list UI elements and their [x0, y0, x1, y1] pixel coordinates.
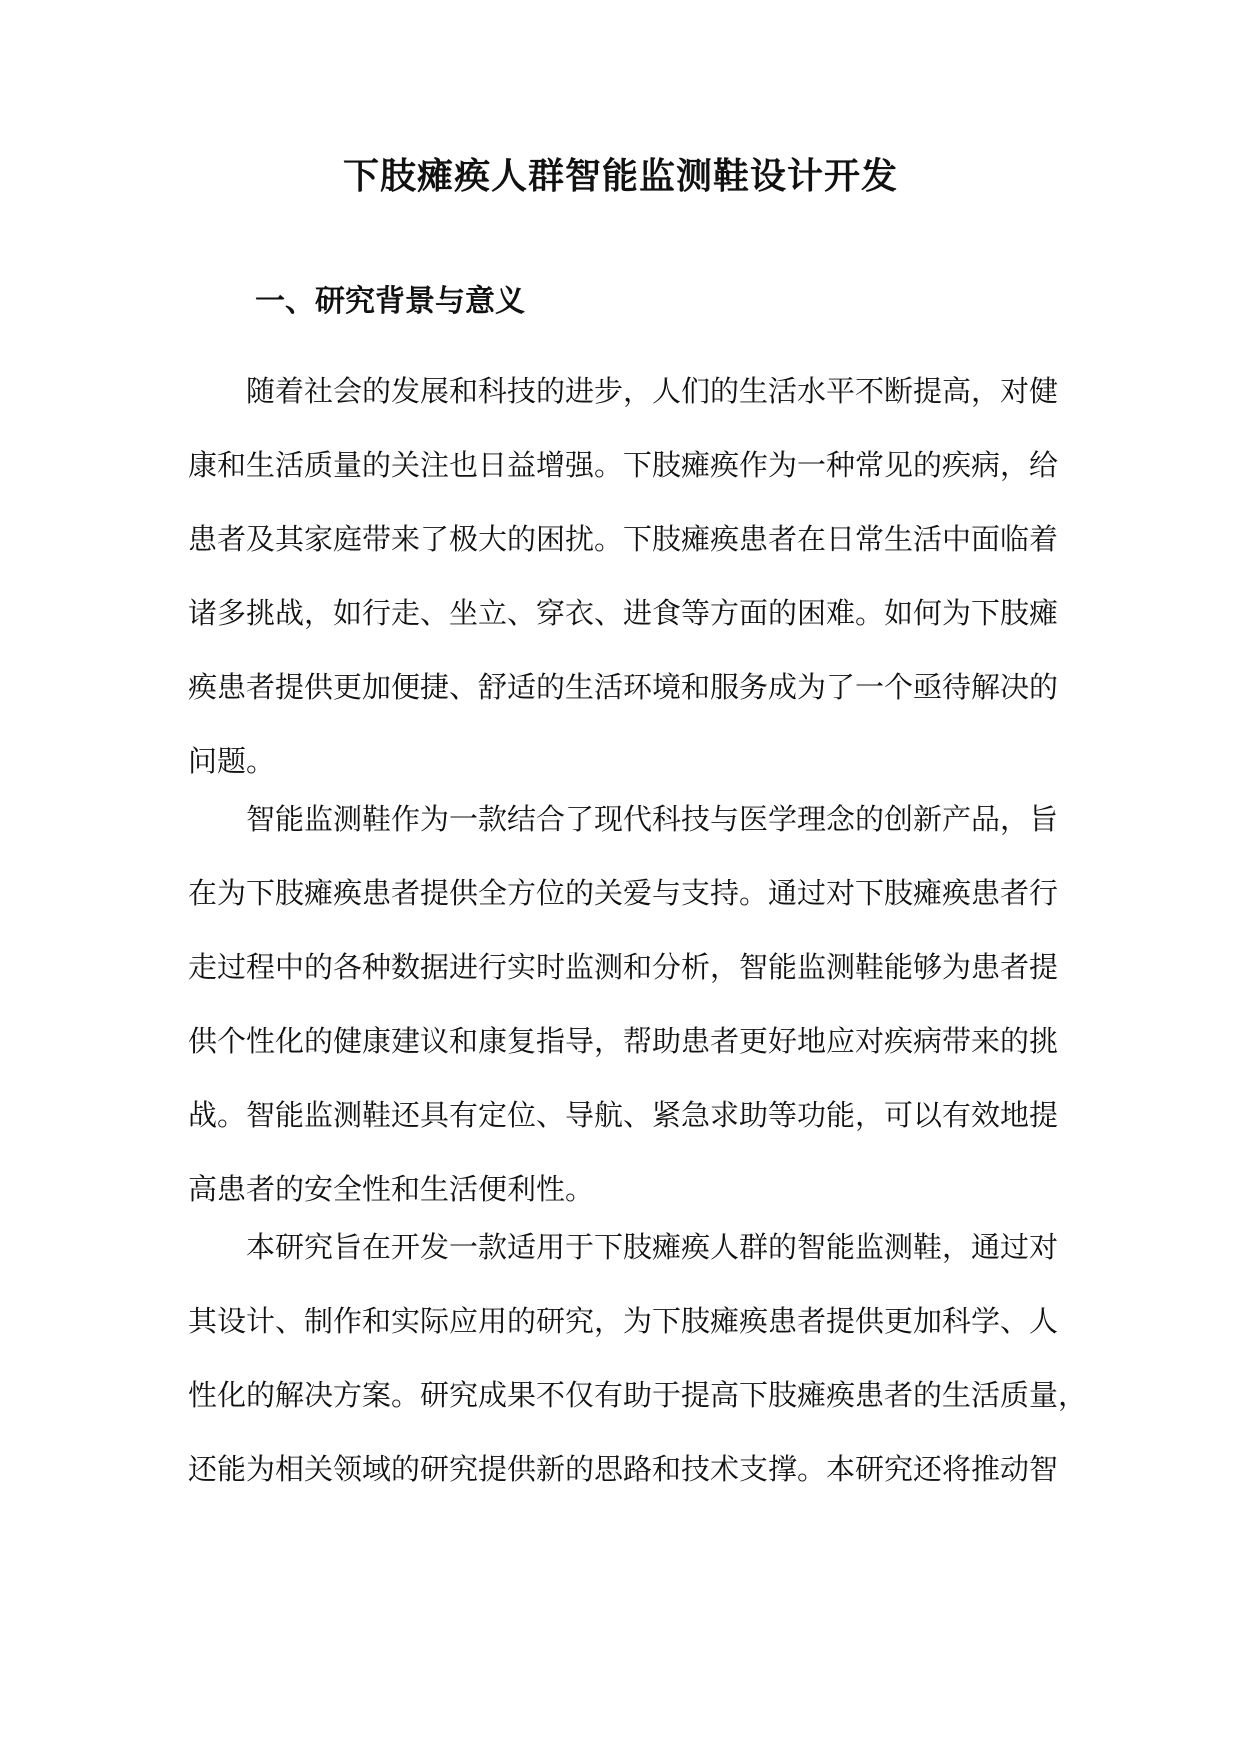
text-line: 还能为相关领域的研究提供新的思路和技术支撑。本研究还将推动智: [188, 1452, 1059, 1486]
paragraph: [188, 1210, 1088, 1506]
text-line: 其设计、制作和实际应用的研究，为下肢瘫痪患者提供更加科学、人: [188, 1304, 1059, 1338]
text-line: 痪患者提供更加便捷、舒适的生活环境和服务成为了一个亟待解决的: [188, 670, 1059, 704]
text-line: 问题。: [188, 744, 276, 778]
paragraph: [188, 354, 1059, 798]
text-line: 性化的解决方案。研究成果不仅有助于提高下肢瘫痪患者的生活质量，: [188, 1378, 1088, 1412]
document-title: 下肢瘫痪人群智能监测鞋设计开发: [342, 155, 898, 197]
text-line: 本研究旨在开发一款适用于下肢瘫痪人群的智能监测鞋，通过对: [188, 1230, 1059, 1264]
paragraph: [188, 782, 1059, 1226]
text-line: 诸多挑战，如行走、坐立、穿衣、进食等方面的困难。如何为下肢瘫: [188, 596, 1059, 630]
text-line: 在为下肢瘫痪患者提供全方位的关爱与支持。通过对下肢瘫痪患者行: [188, 876, 1059, 910]
text-line: 患者及其家庭带来了极大的困扰。下肢瘫痪患者在日常生活中面临着: [188, 522, 1059, 556]
text-line: 康和生活质量的关注也日益增强。下肢瘫痪作为一种常见的疾病，给: [188, 448, 1059, 482]
text-line: 随着社会的发展和科技的进步，人们的生活水平不断提高，对健: [188, 374, 1059, 408]
text-line: 供个性化的健康建议和康复指导，帮助患者更好地应对疾病带来的挑: [188, 1024, 1059, 1058]
text-line: 走过程中的各种数据进行实时监测和分析，智能监测鞋能够为患者提: [188, 950, 1059, 984]
section-heading: 一、研究背景与意义: [255, 284, 525, 319]
text-line: 高患者的安全性和生活便利性。: [188, 1172, 595, 1206]
text-line: 战。智能监测鞋还具有定位、导航、紧急求助等功能，可以有效地提: [188, 1098, 1059, 1132]
text-line: 智能监测鞋作为一款结合了现代科技与医学理念的创新产品，旨: [188, 802, 1059, 836]
